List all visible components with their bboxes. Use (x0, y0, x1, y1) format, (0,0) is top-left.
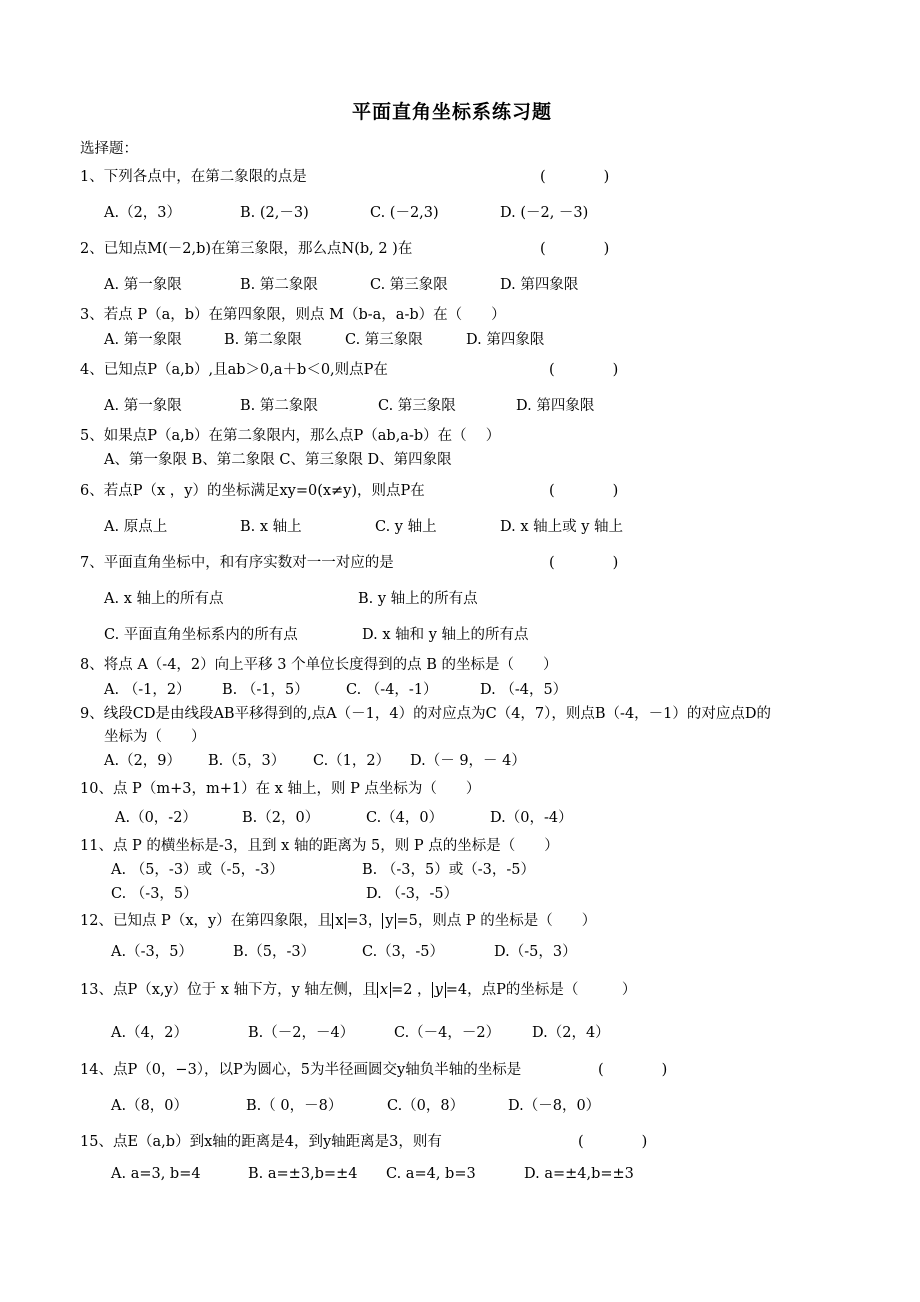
question-stem: 15、点E（a,b）到x轴的距离是4，到y轴距离是3，则有 (80, 1134, 442, 1150)
option-d: D. x 轴上或 y 轴上 (500, 519, 624, 535)
option-c: C.（4，0） (366, 810, 444, 826)
absolute-value-x: x (332, 913, 346, 929)
option-b: B.（－2，－4） (248, 1025, 355, 1041)
option-d: D. 第四象限 (466, 332, 545, 348)
stem-part: =4，点P的坐标是（ ） (445, 982, 637, 998)
option-b: B. 第二象限 (240, 277, 318, 293)
question-stem: 2、已知点M(－2,b)在第三象限，那么点N(b, 2 )在 (80, 241, 413, 257)
answer-parentheses: ( ) (549, 555, 619, 571)
stem-part: 12、已知点 P（x，y）在第四象限，且 (80, 913, 333, 929)
option-a: A.（2，3） (104, 205, 182, 221)
page-title: 平面直角坐标系练习题 (352, 101, 553, 123)
answer-parentheses: ( ) (598, 1062, 668, 1078)
answer-parentheses: ( ) (540, 169, 610, 185)
option-d: D. 第四象限 (500, 277, 579, 293)
option-d: D. （-4，5） (480, 682, 568, 698)
option-d: D.（－8，0） (508, 1098, 601, 1114)
option-c: C. (－2,3) (370, 205, 439, 221)
option-c: C.（1，2） (313, 753, 391, 769)
question-stem: 10、点 P（m+3，m+1）在 x 轴上，则 P 点坐标为（ ） (80, 781, 481, 797)
option-b: B. a=±3,b=±4 (248, 1166, 358, 1182)
option-b: B. （-1，5） (222, 682, 309, 698)
option-c: C.（－4，－2） (394, 1025, 501, 1041)
option-c: C. （-4，-1） (346, 682, 438, 698)
option-a: A. （5，-3）或（-5，-3） (111, 862, 284, 878)
option-d: D.（2，4） (532, 1025, 610, 1041)
absolute-value-y: y (432, 982, 446, 998)
option-d: D.（0，-4） (490, 810, 573, 826)
option-d: D. (－2, －3) (500, 205, 589, 221)
option-c: C. 平面直角坐标系内的所有点 (104, 627, 298, 643)
option-c: C. a=4, b=3 (386, 1166, 476, 1182)
absolute-value-y: y (382, 913, 396, 929)
option-d: D. a=±4,b=±3 (524, 1166, 634, 1182)
option-b: B. （-3，5）或（-3，-5） (362, 862, 535, 878)
question-stem: 7、平面直角坐标中，和有序实数对一一对应的是 (80, 555, 394, 571)
option-d: D. 第四象限 (516, 398, 595, 414)
question-stem (80, 909, 596, 930)
question-stem: 9、线段CD是由线段AB平移得到的,点A（－1，4）的对应点为C（4，7），则点B（-4，－1）的对应点D的 (80, 706, 772, 722)
option-d: D. x 轴和 y 轴上的所有点 (362, 627, 529, 643)
option-d: D.（－ 9，－ 4） (410, 753, 526, 769)
option-a: A.（-3，5） (111, 944, 193, 960)
option-c: C. 第三象限 (370, 277, 448, 293)
absolute-value-x: x (377, 982, 391, 998)
question-stem: 6、若点P（x ，y）的坐标满足xy=0(x≠y)，则点P在 (80, 483, 425, 499)
stem-part: =5，则点 P 的坐标是（ ） (396, 913, 597, 929)
question-stem: 4、已知点P（a,b）,且ab＞0,a＋b＜0,则点P在 (80, 362, 388, 378)
option-c: C.（3，-5） (362, 944, 445, 960)
section-label: 选择题： (80, 141, 138, 157)
question-stem (80, 978, 636, 999)
option-b: B.（5，-3） (233, 944, 316, 960)
option-b: B. 第二象限 (240, 398, 318, 414)
stem-part: =2 ， (391, 982, 432, 998)
option-a: A.（8，0） (111, 1098, 189, 1114)
option-d: D.（-5，3） (494, 944, 577, 960)
option-c: C. y 轴上 (375, 519, 437, 535)
option-a: A. （-1，2） (104, 682, 191, 698)
question-stem: 8、将点 A（-4，2）向上平移 3 个单位长度得到的点 B 的坐标是（ ） (80, 657, 558, 673)
options-line: A、第一象限 B、第二象限 C、第三象限 D、第四象限 (104, 452, 452, 468)
option-b: B.（5，3） (208, 753, 286, 769)
question-stem: 11、点 P 的横坐标是-3，且到 x 轴的距离为 5，则 P 点的坐标是（ ） (80, 838, 559, 854)
option-a: A. 原点上 (104, 519, 168, 535)
question-stem: 14、点P（0，−3），以P为圆心，5为半径画圆交y轴负半轴的坐标是 (80, 1062, 522, 1078)
option-b: B.（2，0） (242, 810, 320, 826)
option-a: A. 第一象限 (104, 332, 182, 348)
option-b: B. x 轴上 (240, 519, 302, 535)
answer-parentheses: ( ) (578, 1134, 648, 1150)
answer-parentheses: ( ) (549, 483, 619, 499)
option-c: C. 第三象限 (345, 332, 423, 348)
option-c: C. （-3，5） (111, 886, 198, 902)
option-a: A.（2，9） (104, 753, 182, 769)
question-stem: 1、下列各点中，在第二象限的点是 (80, 169, 307, 185)
option-a: A.（0，-2） (115, 810, 197, 826)
option-b: B. 第二象限 (224, 332, 302, 348)
option-c: C.（0，8） (387, 1098, 465, 1114)
option-a: A. 第一象限 (104, 398, 182, 414)
option-d: D. （-3，-5） (366, 886, 459, 902)
option-a: A.（4，2） (111, 1025, 189, 1041)
answer-parentheses: ( ) (549, 362, 619, 378)
option-b: B. (2,－3) (240, 205, 309, 221)
option-a: A. 第一象限 (104, 277, 182, 293)
option-a: A. x 轴上的所有点 (104, 591, 224, 607)
option-a: A. a=3, b=4 (111, 1166, 201, 1182)
stem-part: 13、点P（x,y）位于 x 轴下方，y 轴左侧，且 (80, 982, 377, 998)
option-b: B.（ 0，－8） (246, 1098, 343, 1114)
option-b: B. y 轴上的所有点 (358, 591, 478, 607)
stem-part: =3， (346, 913, 383, 929)
question-stem-continued: 坐标为（ ） (104, 729, 206, 745)
option-c: C. 第三象限 (378, 398, 456, 414)
question-stem: 3、若点 P（a，b）在第四象限，则点 M（b-a，a-b）在（ ） (80, 307, 506, 323)
question-stem: 5、如果点P（a,b）在第二象限内，那么点P（ab,a-b）在（ ） (80, 428, 501, 444)
answer-parentheses: ( ) (540, 241, 610, 257)
